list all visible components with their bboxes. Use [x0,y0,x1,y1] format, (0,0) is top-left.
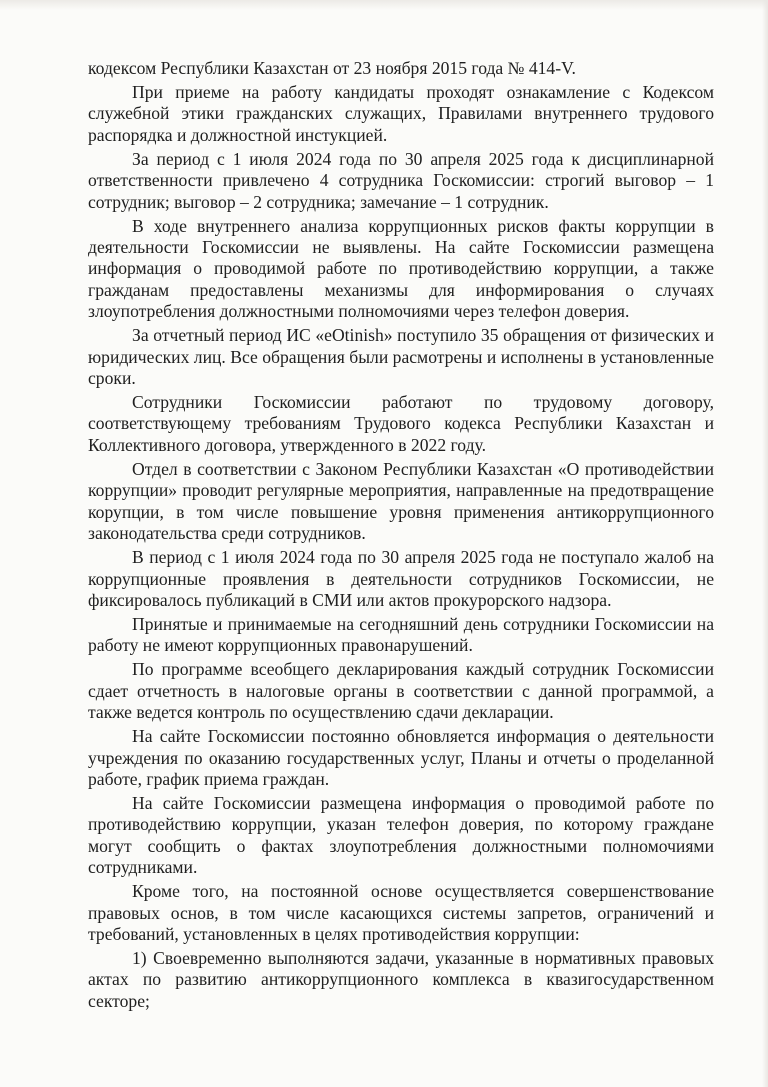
paragraph: На сайте Госкомиссии постоянно обновляется информация о деятельности учреждения по оказанию государственных услуг, Планы и отчеты о проделанной работе, график приема граждан. [88,726,714,789]
paragraph: В ходе внутреннего анализа коррупционных рисков факты коррупции в деятельности Госкомиссии не выявлены. На сайте Госкомиссии размещена информация о проводимой работе по противодействию коррупции, а также гражданам предоставлены механизмы для информирования о случаях злоупотребления должностными полномочиями через телефон доверия. [88,215,714,322]
paragraph: Сотрудники Госкомиссии работают по трудовому договору, соответствующему требованиям Трудового кодекса Республики Казахстан и Коллективного договора, утвержденного в 2022 году. [88,392,714,455]
paragraph: По программе всеобщего декларирования каждый сотрудник Госкомиссии сдает отчетность в налоговые органы в соответствии с данной программой, а также ведется контроль по осуществлению сдачи декларации. [88,659,714,723]
paragraph: Принятые и принимаемые на сегодняшний день сотрудники Госкомиссии на работу не имеют коррупционных правонарушений. [88,613,714,656]
scan-right-shadow [762,0,768,1087]
paragraph: Кроме того, на постоянной основе осуществляется совершенствование правовых основ, в том числе касающихся системы запретов, ограничений и требований, установленных в целях противодействия коррупции: [88,881,714,944]
paragraph: За период с 1 июля 2024 года по 30 апреля 2025 года к дисциплинарной ответственности привлечено 4 сотрудника Госкомиссии: строгий выговор – 1 сотрудник; выговор – 2 сотрудника; замечание – 1 сотрудник. [88,148,714,212]
document-body [88,58,714,1015]
scan-top-shadow [0,0,768,10]
paragraph: За отчетный период ИС «eOtinish» поступило 35 обращения от физических и юридических лиц. Все обращения были расмотрены и исполнены в установленные сроки. [88,325,714,389]
paragraph: 1) Своевременно выполняются задачи, указанные в нормативных правовых актах по развитию антикоррупционного комплекса в квазигосударственном секторе; [88,947,714,1011]
paragraph: Отдел в соответствии с Законом Республики Казахстан «О противодействии коррупции» проводит регулярные мероприятия, направленные на предотвращение корупции, в том числе повышение уровня применения антикоррупционного законодательства среди сотрудников. [88,458,714,544]
paragraph: При приеме на работу кандидаты проходят ознакамление с Кодексом служебной этики гражданских служащих, Правилами внутреннего трудового распорядка и должностной инстукцией. [88,82,714,145]
paragraph: кодексом Республики Казахстан от 23 ноября 2015 года № 414-V. [88,58,576,78]
paragraph: На сайте Госкомиссии размещена информация о проводимой работе по противодействию коррупции, указан телефон доверия, по которому граждане могут сообщить о фактах злоупотребления должностными полномочиями сотрудниками. [88,792,714,878]
paragraph: В период с 1 июля 2024 года по 30 апреля 2025 года не поступало жалоб на коррупционные проявления в деятельности сотрудников Госкомиссии, не фиксировалось публикаций в СМИ или актов прокурорского надзора. [88,547,714,610]
